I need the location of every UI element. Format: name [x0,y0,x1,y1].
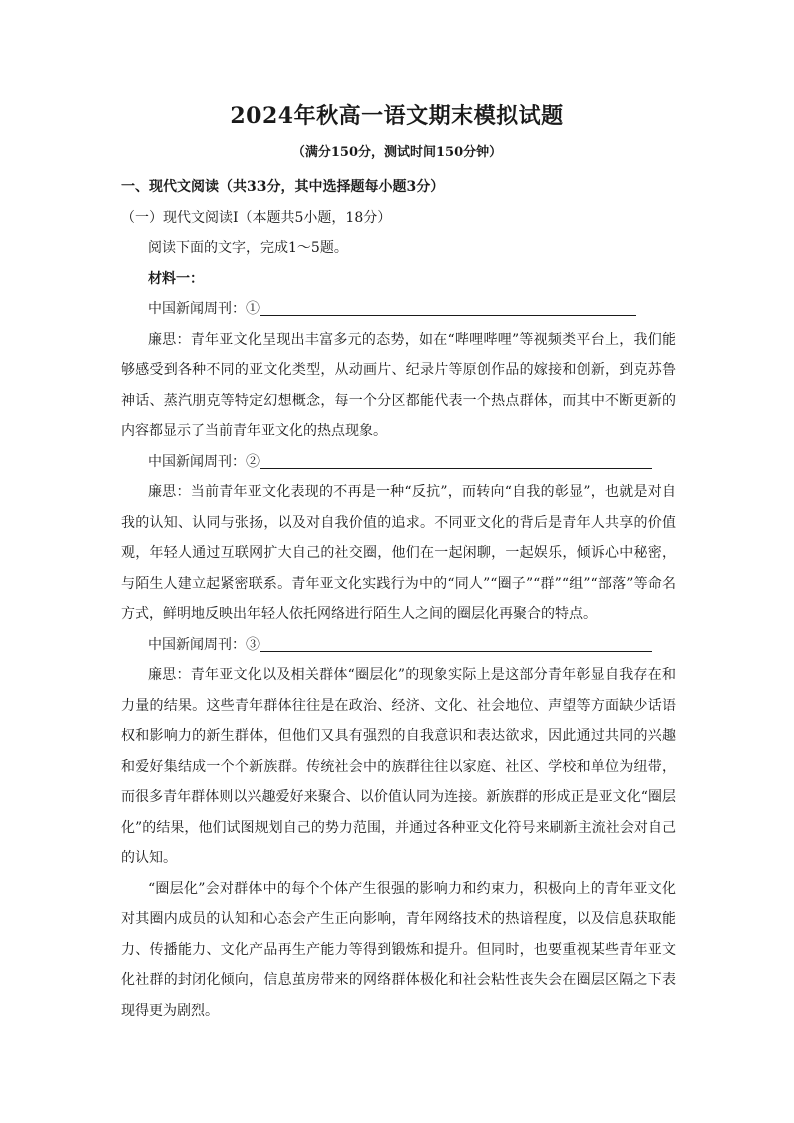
reading-instruction: 阅读下面的文字，完成1～5题。 [148,240,348,256]
interview-paragraph-4: “圈层化”会对群体中的每个个体产生很强的影响力和约束力，积极向上的青年亚文化对其圈内成员的认知和心态会产生正向影响，青年网络技术的热谙程度，以及信息获取能力、传播能力、文化产品再生产能力等得到锻炼和提升。但同时，也要重视某些青年亚文化社群的封闭化倾向，信息茧房带来的网络群体极化和社会粘性丧失会在圈层区隔之下表现得更为剧烈。 [121,880,676,1019]
interview-answer-2: 廉思：当前青年亚文化表现的不再是一种“反抗”，而转向“自我的彰显”，也就是对自我的认知、认同与张扬，以及对自我价值的追求。不同亚文化的背后是青年人共享的价值观，年轻人通过互联网扩大自己的社交圈，他们在一起闲聊，一起娱乐，倾诉心中秘密，与陌生人建立起紧密联系。青年亚文化实践行为中的“同人”“圈子”“群”“组”“部落”等命名方式，鲜明地反映出年轻人依托网络进行陌生人之间的圈层化再聚合的特点。 [121,484,676,622]
material-label: 材料一： [148,270,204,287]
part-heading: （一）现代文阅读Ⅰ（本题共5小题，18分） [121,209,392,226]
interview-question-2 [121,447,676,478]
question-label: 中国新闻周刊：① [148,301,260,317]
question-label: 中国新闻周刊：③ [148,636,260,653]
question-label: 中国新闻周刊：② [148,453,260,470]
exam-info: （满分150分，测试时间150分钟） [291,145,503,160]
exam-content [121,172,676,1026]
section-heading: 一、现代文阅读（共33分，其中选择题每小题3分） [121,179,445,195]
interview-answer-3: 廉思：青年亚文化以及相关群体“圈层化”的现象实际上是这部分青年彰显自我存在和力量的结果。这些青年群体往往是在政治、经济、文化、社会地位、声望等方面缺少话语权和影响力的新生群体，但他们又具有强烈的自我意识和表达欲求，因此通过共同的兴趣和爱好集结成一个个新族群。传统社会中的族群往往以家庭、社区、学校和单位为纽带，而很多青年群体则以兴趣爱好来聚合、以价值认同为连接。新族群的形成正是亚文化“圈层化”的结果，他们试图规划自己的势力范围，并通过各种亚文化符号来刷新主流社会对自己的认知。 [121,667,676,866]
page-title: 2024年秋高一语文期末模拟试题 [230,103,564,129]
answer-blank-1[interactable] [260,299,636,316]
interview-question-3 [121,630,676,661]
interview-answer-1: 廉思：青年亚文化呈现出丰富多元的态势，如在“哔哩哔哩”等视频类平台上，我们能够感受到各种不同的亚文化类型，从动画片、纪录片等原创作品的嫁接和创新，到克苏鲁神话、蒸汽朋克等特定幻想概念，每一个分区都能代表一个热点群体，而其中不断更新的内容都显示了当前青年亚文化的热点现象。 [121,331,676,439]
answer-blank-3[interactable] [260,635,652,652]
interview-question-1 [121,294,676,325]
answer-blank-2[interactable] [260,452,652,469]
